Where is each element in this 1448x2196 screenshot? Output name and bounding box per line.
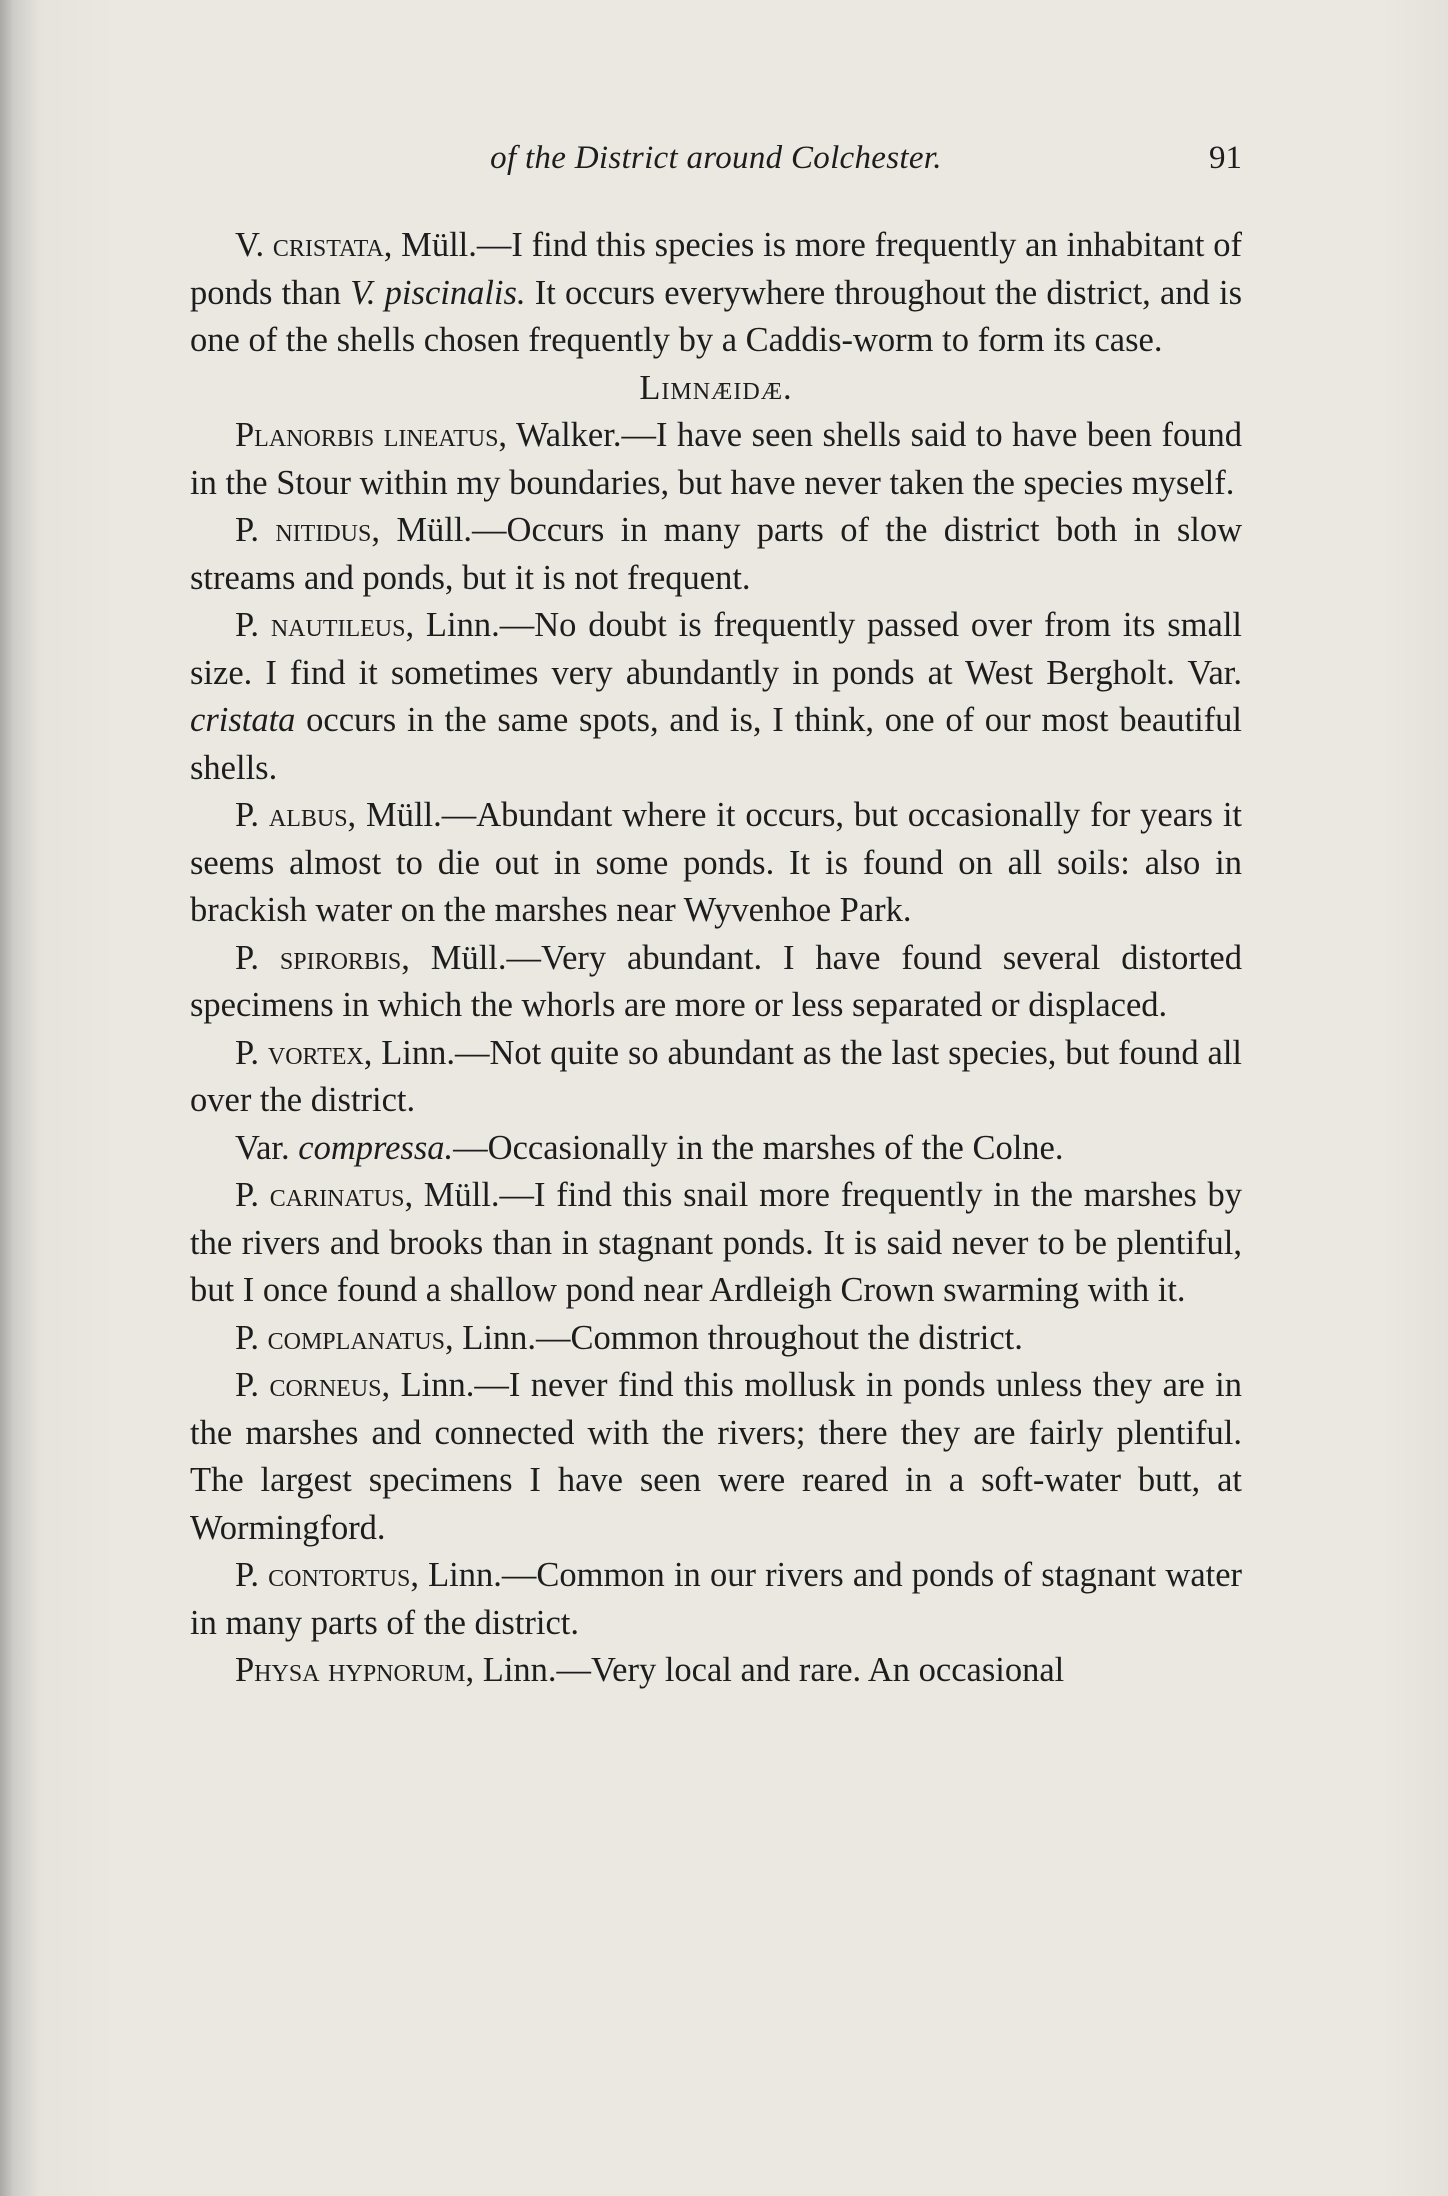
paragraph-text: , Linn.—Common in our rivers and ponds of stagnant water in many parts of the district. (190, 1556, 1243, 1642)
paragraph-text: —Occasionally in the marshes of the Colne. (453, 1128, 1064, 1167)
species-genus: Physa (235, 1651, 320, 1689)
paragraph-p-nautileus (190, 602, 1242, 792)
species-epithet: carinatus (269, 1176, 405, 1214)
paragraph-p-carinatus (190, 1172, 1242, 1315)
running-head: of the District around Colchester. (490, 140, 942, 176)
paragraph-p-albus (190, 792, 1242, 935)
paragraph-p-contortus (190, 1552, 1242, 1647)
species-epithet: cristata (272, 226, 384, 264)
paragraph-p-complanatus (190, 1315, 1242, 1363)
paragraph-text: , Müll.—Occurs in many parts of the district both in slow streams and ponds, but it is not frequent. (190, 511, 1243, 597)
body-text (190, 222, 1242, 1695)
paragraph-text: occurs in the same spots, and is, I think, one of our most beautiful shells. (190, 701, 1242, 787)
italic-text: compressa. (298, 1128, 454, 1167)
italic-text: V. piscinalis. (350, 273, 526, 312)
paragraph-text: , Müll.—Abundant where it occurs, but occasionally for years it seems almost to die out in some ponds. It is found on all soils: also in brackish water on the marshes near Wyvenhoe Park. (190, 796, 1242, 929)
paragraph-text: , Müll.—I find this species is more frequently an inhabitant of ponds than (190, 226, 1242, 312)
species-genus: V. (235, 226, 265, 264)
section-heading: Limnæidæ. (639, 368, 793, 407)
species-epithet: complanatus (267, 1318, 445, 1357)
species-genus: P. (235, 1318, 259, 1357)
paragraph-p-corneus (190, 1362, 1242, 1552)
species-epithet: vortex (267, 1033, 364, 1072)
species-epithet: nautileus (270, 606, 406, 644)
paragraph-physa-hypnorum (190, 1647, 1242, 1695)
paragraph-planorbis-lineatus (190, 412, 1242, 507)
paragraph-text: , Linn.—Not quite so abundant as the last species, but found all over the district. (190, 1033, 1242, 1119)
species-epithet: nitidus (275, 511, 372, 549)
species-epithet: spirorbis (279, 938, 402, 977)
page-number: 91 (1209, 140, 1242, 176)
paragraph-text: , Linn.—No doubt is frequently passed over from its small size. I find it sometimes very abundantly in ponds at West Bergholt. Var. (190, 606, 1242, 692)
paragraph-text: , Linn.—Common throughout the district. (445, 1318, 1023, 1357)
species-epithet: hypnorum (328, 1651, 466, 1689)
species-epithet: contortus (268, 1556, 411, 1594)
paragraph-var-compressa (190, 1125, 1242, 1173)
species-epithet: lineatus (383, 416, 499, 454)
species-genus: P. (235, 606, 259, 644)
paragraph-text: Var. (235, 1128, 299, 1167)
species-genus: P. (235, 796, 259, 834)
paragraph-v-cristata (190, 222, 1242, 365)
species-genus: P. (235, 938, 259, 977)
italic-text: cristata (190, 701, 296, 739)
page-header (190, 140, 1242, 186)
paragraph-p-vortex (190, 1030, 1242, 1125)
species-genus: P. (235, 1033, 259, 1072)
species-epithet: albus (268, 796, 348, 834)
species-genus: Planorbis (235, 416, 375, 454)
paragraph-text: , Walker.—I have seen shells said to have been found in the Stour within my boundaries, but have never taken the species myself. (190, 416, 1243, 502)
species-genus: P. (235, 1556, 259, 1594)
species-genus: P. (235, 1176, 259, 1214)
species-genus: P. (235, 1366, 259, 1404)
species-genus: P. (235, 511, 259, 549)
paragraph-text: , Linn.—Very local and rare. An occasional (465, 1651, 1065, 1689)
paragraph-text: , Müll.—Very abundant. I have found several distorted specimens in which the whorls are more or less separated or displaced. (190, 938, 1242, 1024)
paragraph-text: , Linn.—I never find this mollusk in ponds unless they are in the marshes and connected with the rivers; there they are fairly plentiful. The largest specimens I have seen were reared in a soft-water butt, at Wormingford. (190, 1366, 1243, 1547)
paragraph-p-spirorbis (190, 935, 1242, 1030)
species-epithet: corneus (269, 1366, 382, 1404)
paragraph-text: , Müll.—I find this snail more frequently in the marshes by the rivers and brooks than in stagnant ponds. It is said never to be plentiful, but I once found a shallow pond near Ardleigh Crown swarming with it. (190, 1176, 1242, 1309)
paragraph-p-nitidus (190, 507, 1242, 602)
paragraph-text: It occurs everywhere throughout the district, and is one of the shells chosen frequently by a Caddis-worm to form its case. (190, 273, 1243, 359)
